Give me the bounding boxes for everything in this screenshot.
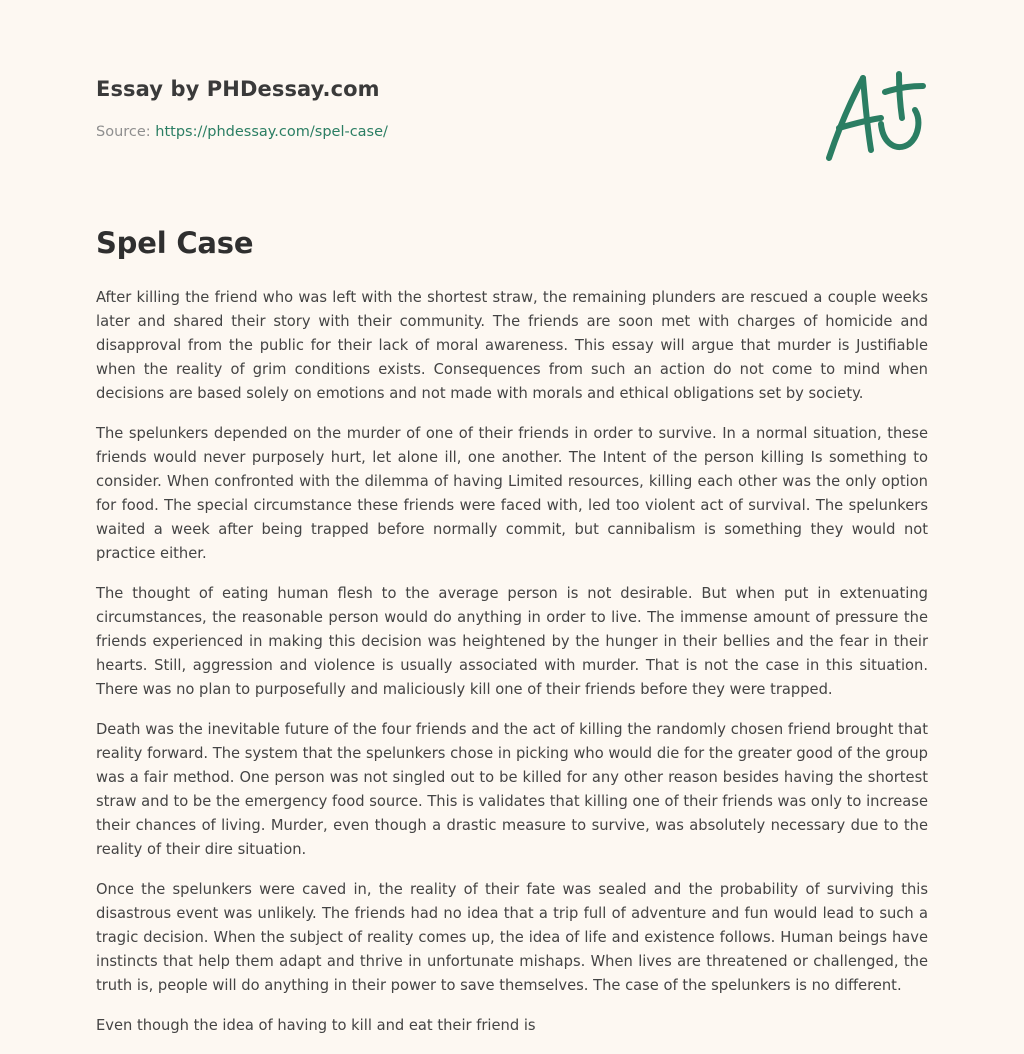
essay-paragraph: The spelunkers depended on the murder of one of their friends in order to survive. In a normal situation, these friends would never purposely hurt, let alone ill, one another. The Intent of the person killing Is something to consider. When confronted with the dilemma of having Limited resources, killing each other was the only option for food. The special circumstance these friends were faced with, led too violent act of survival. The spelunkers waited a week after being trapped before normally commit, but cannibalism is something they would not practice either.	[96, 425, 928, 562]
essay-paragraph: Even though the idea of having to kill and eat their friend is	[96, 1017, 536, 1034]
essay-paragraph: After killing the friend who was left with the shortest straw, the remaining plunders are rescued a couple weeks later and shared their story with their community. The friends are soon met with charges of homicide and disapproval from the public for their lack of moral awareness. This essay will argue that murder is Justifiable when the reality of grim conditions exists. Consequences from such an action do not come to mind when decisions are based solely on emotions and not made with morals and ethical obligations set by society.	[96, 289, 928, 402]
brand-heading: Essay by PHDessay.com	[96, 77, 380, 101]
essay-paragraph: The thought of eating human flesh to the average person is not desirable. But when put in extenuating circumstances, the reasonable person would do anything in order to live. The immense amount of pressure the friends experienced in making this decision was heightened by the hunger in their bellies and the fear in their hearts. Still, aggression and violence is usually associated with murder. That is not the case in this situation. There was no plan to purposefully and maliciously kill one of their friends before they were trapped.	[96, 585, 928, 698]
source-line	[96, 124, 388, 140]
essay-title: Spel Case	[96, 226, 254, 260]
essay-paragraph: Once the spelunkers were caved in, the reality of their fate was sealed and the probability of surviving this disastrous event was unlikely. The friends had no idea that a trip full of adventure and fun would lead to such a tragic decision. When the subject of reality comes up, the idea of life and existence follows. Human beings have instincts that help them adapt and thrive in unfortunate mishaps. When lives are threatened or challenged, the truth is, people will do anything in their power to save themselves. The case of the spelunkers is no different.	[96, 881, 928, 994]
source-link[interactable]: https://phdessay.com/spel-case/	[155, 124, 388, 140]
essay-body	[96, 286, 928, 1054]
source-label: Source:	[96, 124, 151, 140]
a-plus-logo-icon	[823, 68, 927, 164]
essay-paragraph: Death was the inevitable future of the four friends and the act of killing the randomly chosen friend brought that reality forward. The system that the spelunkers chose in picking who would die for the greater good of the group was a fair method. One person was not singled out to be killed for any other reason besides having the shortest straw and to be the emergency food source. This is validates that killing one of their friends was only to increase their chances of living. Murder, even though a drastic measure to survive, was absolutely necessary due to the reality of their dire situation.	[96, 721, 928, 858]
